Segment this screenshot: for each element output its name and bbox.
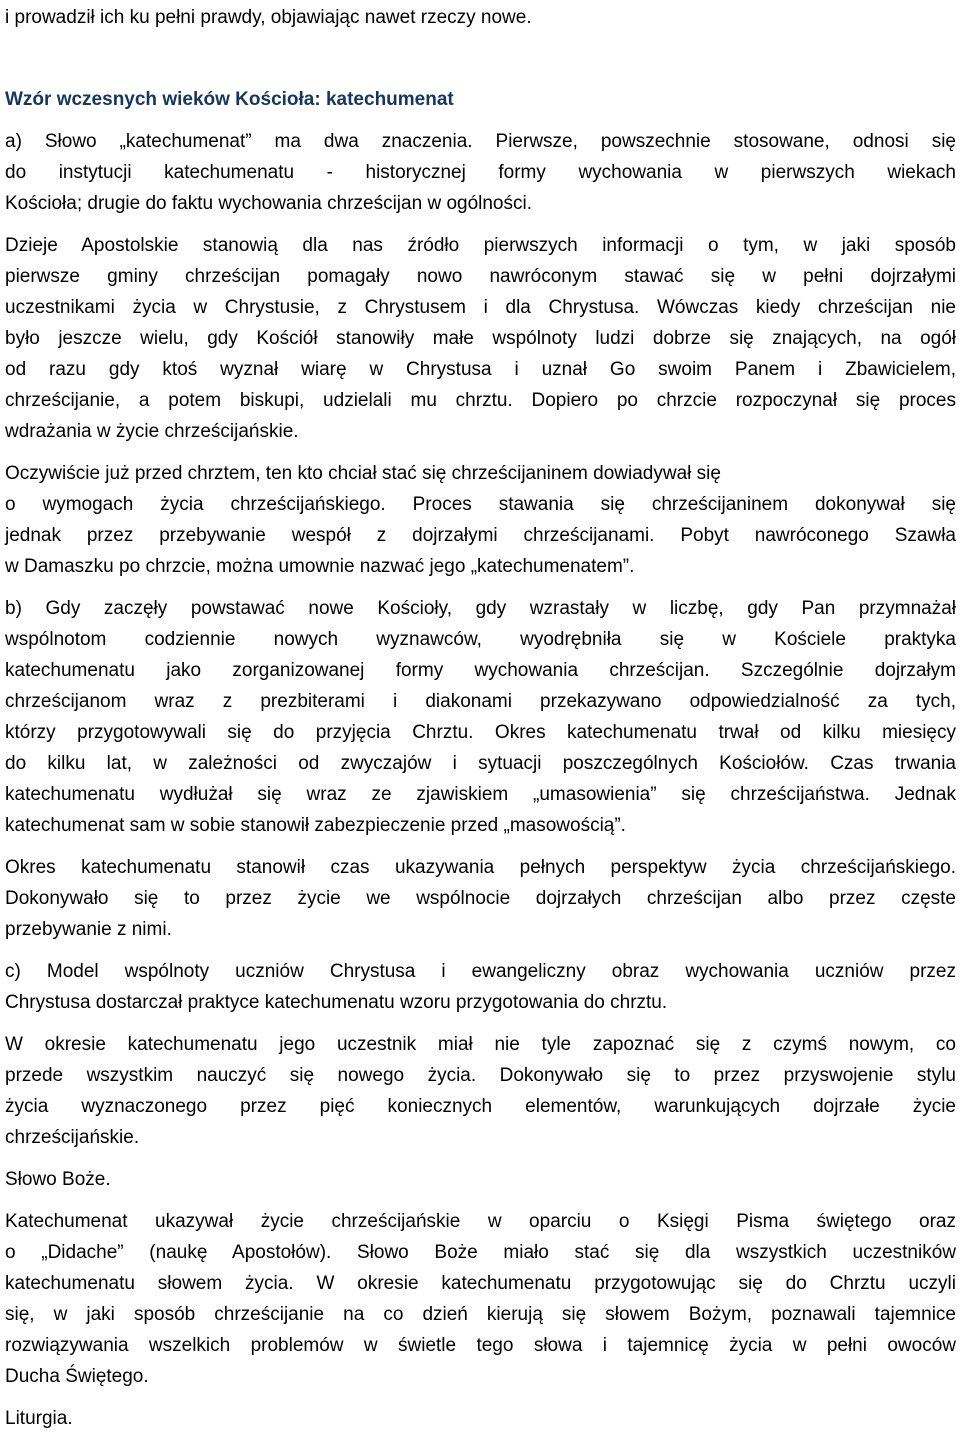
text-line: katechumenatu jako zorganizowanej formy wychowania chrześcijan. Szczególnie dojrzałym [5,660,956,681]
text-line: wspólnotom codziennie nowych wyznawców, wyodrębniła się w Kościele praktyka [5,629,956,650]
text-line: i prowadził ich ku pełni prawdy, objawiając nawet rzeczy nowe. [5,7,532,28]
text-line: chrześcijańskie. [5,1127,140,1148]
text-line: Oczywiście już przed chrztem, ten kto chciał stać się chrześcijaninem dowiadywał się [5,463,721,484]
text-line: Ducha Świętego. [5,1366,149,1387]
text-line: chrześcijanom wraz z prezbiterami i diakonami przekazywano odpowiedzialność za tych, [5,691,956,712]
text-line: Dokonywało się to przez życie we wspólnocie dojrzałych chrześcijan albo przez częste [5,888,956,909]
text-line: chrześcijanie, a potem biskupi, udzielali mu chrztu. Dopiero po chrzcie rozpoczynał się proces [5,390,956,411]
text-line: Liturgia. [5,1408,73,1429]
text-line: do kilku lat, w zależności od zwyczajów i sytuacji poszczególnych Kościołów. Czas trwania [5,753,956,774]
text-line: katechumenat sam w sobie stanowił zabezpieczenie przed „masowością”. [5,815,626,836]
text-line: katechumenatu wydłużał się wraz ze zjawiskiem „umasowienia” się chrześcijaństwa. Jednak [5,784,956,805]
text-line: W okresie katechumenatu jego uczestnik miał nie tyle zapoznać się z czymś nowym, co [5,1034,956,1055]
text-line: o wymogach życia chrześcijańskiego. Proces stawania się chrześcijaninem dokonywał się [5,494,956,515]
text-line: Dzieje Apostolskie stanowią dla nas źródło pierwszych informacji o tym, w jaki sposób [5,235,956,256]
section-heading: Wzór wczesnych wieków Kościoła: katechumenat [5,89,454,110]
text-line: Kościoła; drugie do faktu wychowania chrześcijan w ogólności. [5,193,532,214]
text-line: w Damaszku po chrzcie, można umownie nazwać jego „katechumenatem”. [5,556,635,577]
text-line: Katechumenat ukazywał życie chrześcijańskie w oparciu o Księgi Pisma świętego oraz [5,1211,956,1232]
text-line: wdrażania w życie chrześcijańskie. [5,421,299,442]
text-line: Okres katechumenatu stanowił czas ukazywania pełnych perspektyw życia chrześcijańskiego. [5,857,956,878]
text-line: życia wyznaczonego przez pięć koniecznych elementów, warunkujących dojrzałe życie [5,1096,956,1117]
text-line: c) Model wspólnoty uczniów Chrystusa i ewangeliczny obraz wychowania uczniów przez [5,961,956,982]
text-line: przede wszystkim nauczyć się nowego życia. Dokonywało się to przez przyswojenie stylu [5,1065,956,1086]
text-line: od razu gdy ktoś wyznał wiarę w Chrystusa i uznał Go swoim Panem i Zbawicielem, [5,359,956,380]
text-line: przebywanie z nimi. [5,919,172,940]
text-line: jednak przez przebywanie wespół z dojrzałymi chrześcijanami. Pobyt nawróconego Szawła [5,525,956,546]
text-line: katechumenatu słowem życia. W okresie katechumenatu przygotowując się do Chrztu uczyli [5,1273,956,1294]
document-page [5,0,956,1440]
text-line: którzy przygotowywali się do przyjęcia Chrztu. Okres katechumenatu trwał od kilku miesięcy [5,722,956,743]
text-line: o „Didache” (naukę Apostołów). Słowo Boże miało stać się dla wszystkich uczestników [5,1242,956,1263]
text-line: rozwiązywania wszelkich problemów w świetle tego słowa i tajemnicę życia w pełni owoców [5,1335,956,1356]
text-line: uczestnikami życia w Chrystusie, z Chrystusem i dla Chrystusa. Wówczas kiedy chrześcijan nie [5,297,956,318]
text-line: do instytucji katechumenatu - historycznej formy wychowania w pierwszych wiekach [5,162,956,183]
text-line: a) Słowo „katechumenat” ma dwa znaczenia. Pierwsze, powszechnie stosowane, odnosi się [5,131,956,152]
text-line: Chrystusa dostarczał praktyce katechumenatu wzoru przygotowania do chrztu. [5,992,668,1013]
text-line: pierwsze gminy chrześcijan pomagały nowo nawróconym stawać się w pełni dojrzałymi [5,266,956,287]
text-line: się, w jaki sposób chrześcijanie na co dzień kierują się słowem Bożym, poznawali tajemnice [5,1304,956,1325]
text-line: b) Gdy zaczęły powstawać nowe Kościoły, gdy wzrastały w liczbę, gdy Pan przymnażał [5,598,956,619]
text-line: Słowo Boże. [5,1169,111,1190]
text-line: było jeszcze wielu, gdy Kościół stanowiły małe wspólnoty ludzi dobrze się znających, na ogół [5,328,956,349]
